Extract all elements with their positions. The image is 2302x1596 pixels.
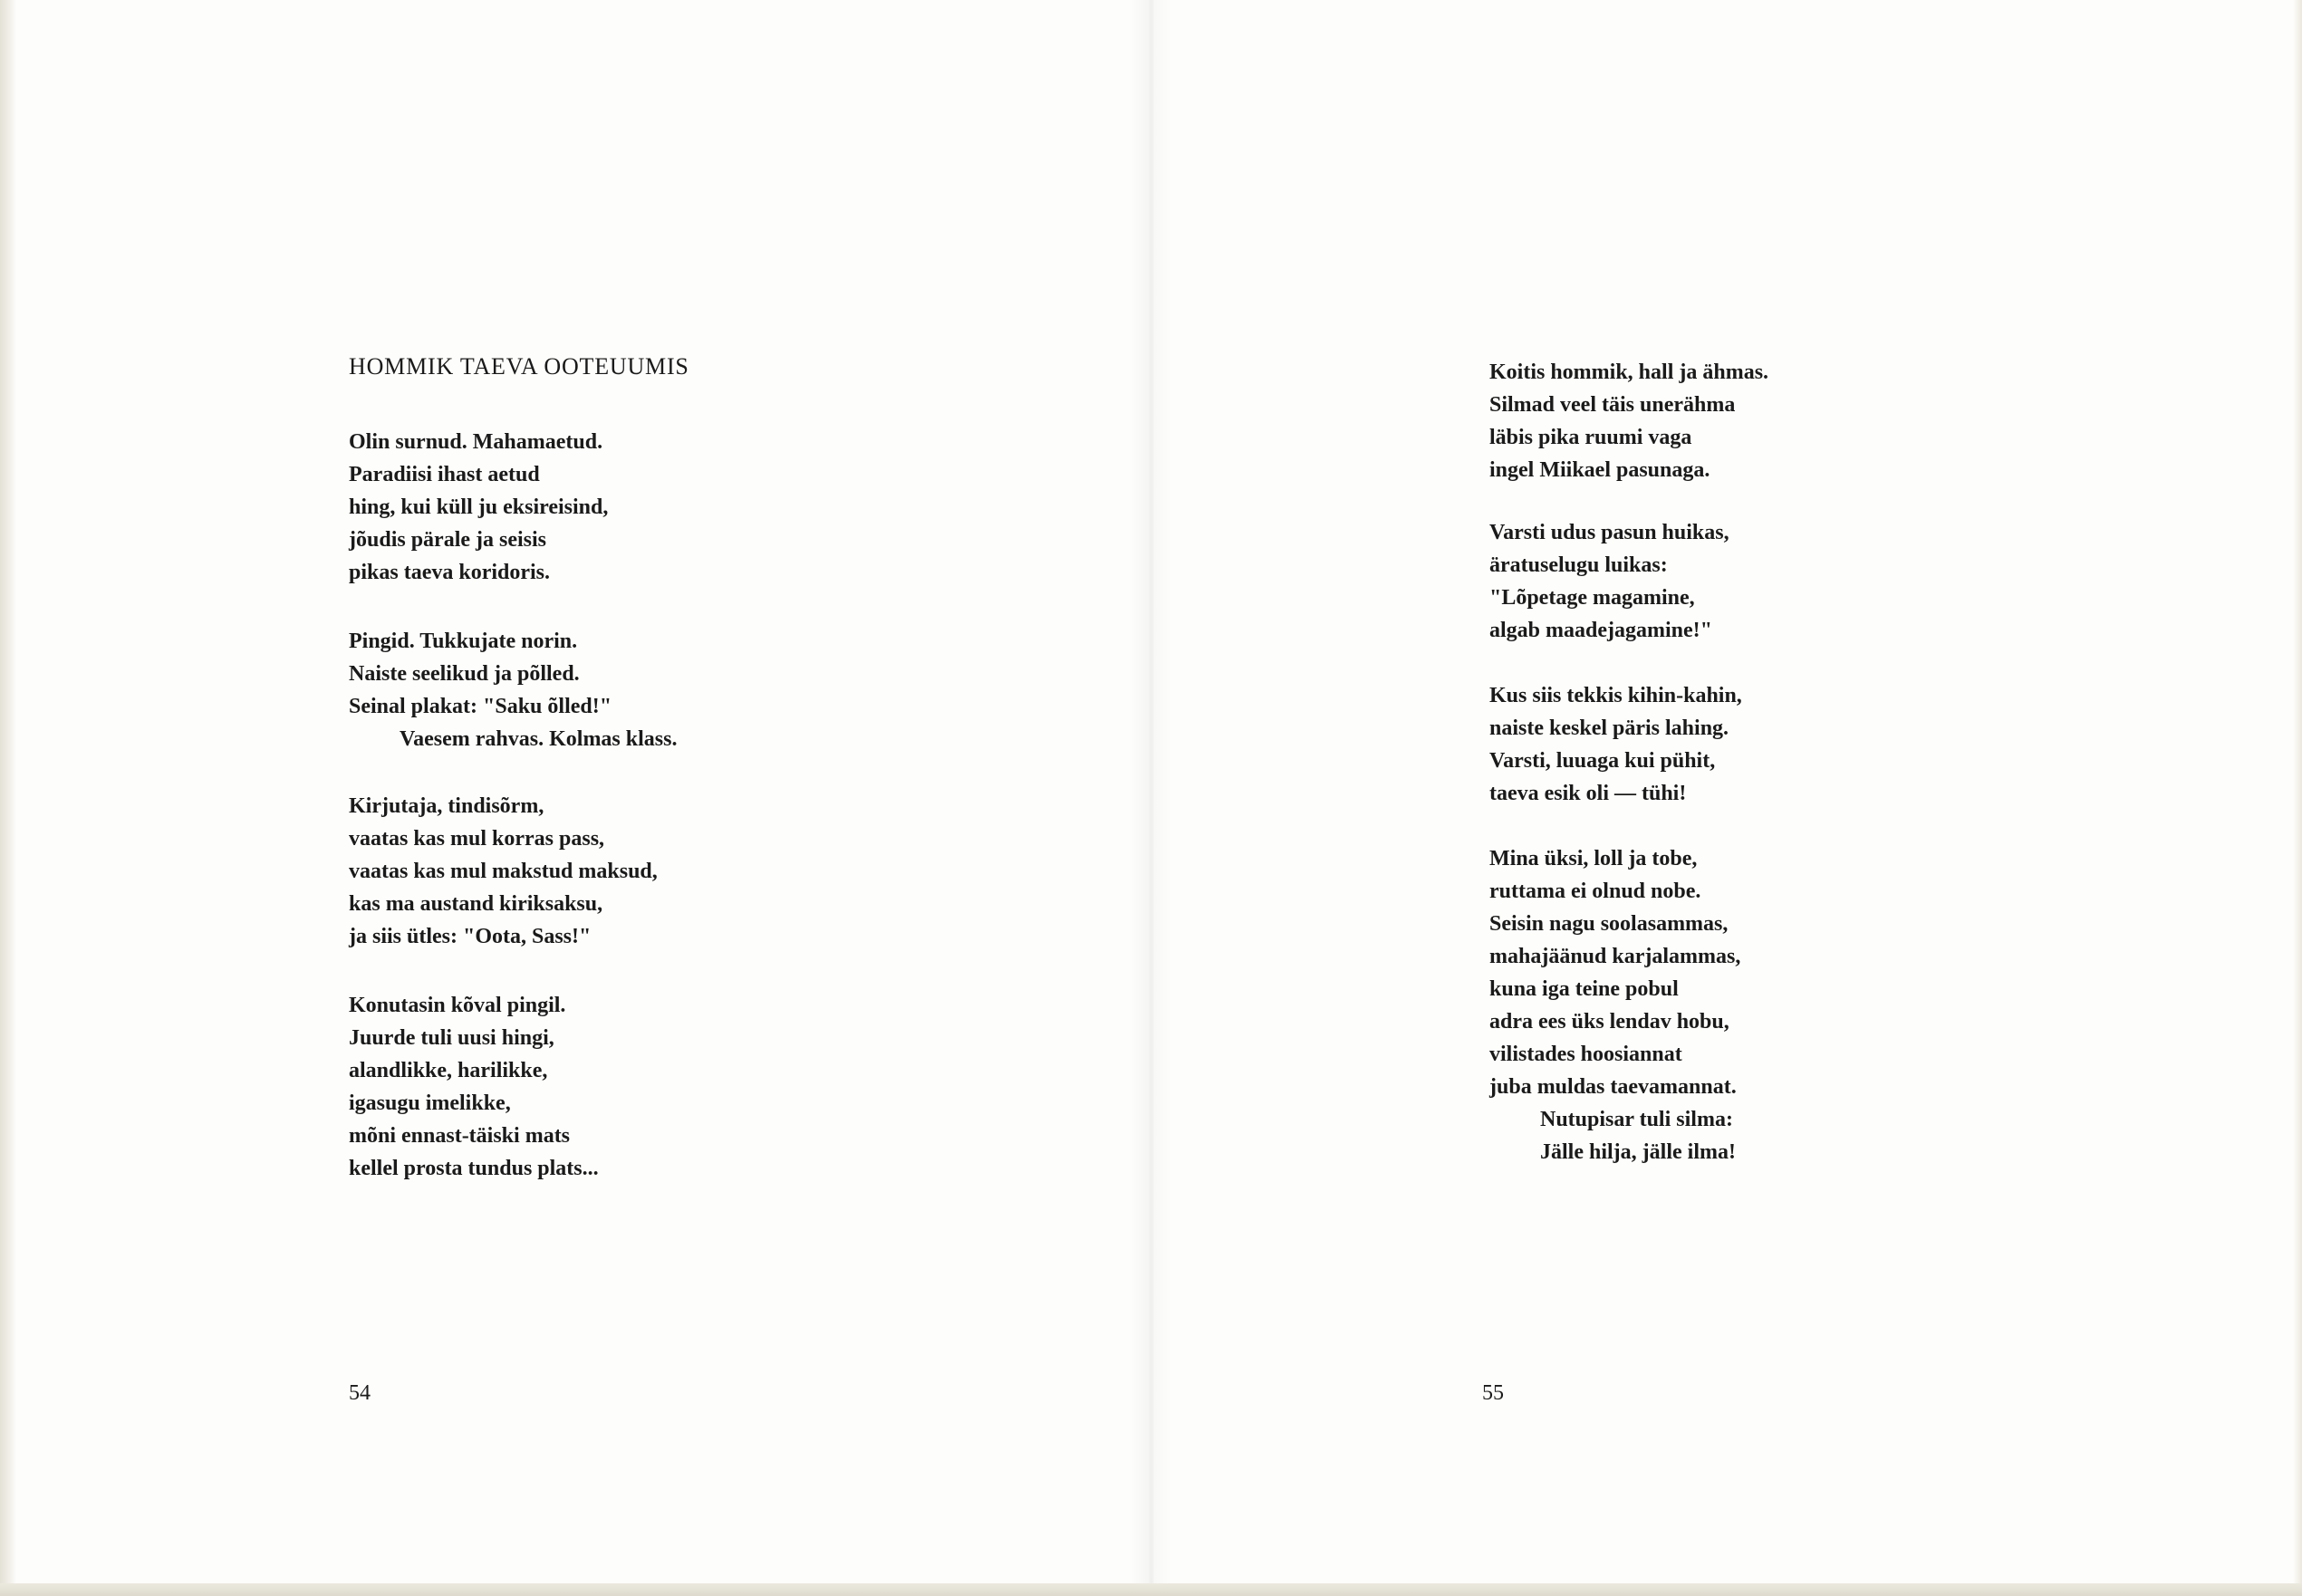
- right-stanza-2: [1489, 516, 1729, 647]
- poem-line: Olin surnud. Mahamaetud.: [349, 430, 603, 454]
- right-stanza-4: [1489, 842, 1740, 1168]
- poem-line: läbis pika ruumi vaga: [1489, 426, 1692, 449]
- poem-line: kas ma austand kiriksaksu,: [349, 892, 603, 916]
- poem-line: jõudis pärale ja seisis: [349, 528, 547, 552]
- poem-line-indented: Jälle hilja, jälle ilma!: [1540, 1140, 1736, 1164]
- poem-line: Seisin nagu soolasammas,: [1489, 912, 1729, 936]
- poem-line: Naiste seelikud ja põlled.: [349, 662, 580, 686]
- poem-line: vaatas kas mul makstud maksud,: [349, 860, 658, 883]
- poem-line: Pingid. Tukkujate norin.: [349, 630, 578, 653]
- left-stanza-3: [349, 790, 658, 953]
- poem-line: mõni ennast-täiski mats: [349, 1124, 571, 1148]
- poem-line: hing, kui küll ju eksireisind,: [349, 495, 609, 519]
- page-number-right: 55: [1482, 1381, 1504, 1405]
- poem-line: igasugu imelikke,: [349, 1091, 511, 1115]
- poem-line: mahajäänud karjalammas,: [1489, 945, 1741, 968]
- poem-line: taeva esik oli — tühi!: [1489, 782, 1687, 805]
- poem-line: Koitis hommik, hall ja ähmas.: [1489, 361, 1769, 384]
- poem-line: ja siis ütles: "Oota, Sass!": [349, 925, 592, 948]
- poem-line: algab maadejagamine!": [1489, 619, 1712, 642]
- left-stanza-4: [349, 989, 599, 1185]
- poem-line: vaatas kas mul korras pass,: [349, 827, 605, 851]
- poem-line: kuna iga teine pobul: [1489, 977, 1679, 1001]
- poem-line-indented: Vaesem rahvas. Kolmas klass.: [400, 727, 678, 751]
- poem-line: juba muldas taevamannat.: [1489, 1075, 1737, 1099]
- poem-line: Varsti udus pasun huikas,: [1489, 521, 1729, 544]
- poem-line: äratuselugu luikas:: [1489, 553, 1668, 577]
- poem-line: Konutasin kõval pingil.: [349, 994, 566, 1017]
- right-paper-edge: [2293, 0, 2302, 1583]
- right-page: [1149, 0, 2302, 1583]
- poem-line: ruttama ei olnud nobe.: [1489, 880, 1701, 903]
- poem-line: adra ees üks lendav hobu,: [1489, 1010, 1729, 1034]
- left-paper-edge: [0, 0, 16, 1583]
- poem-line: kellel prosta tundus plats...: [349, 1157, 599, 1180]
- poem-line: naiste keskel päris lahing.: [1489, 716, 1729, 740]
- bottom-paper-edge: [0, 1583, 2302, 1596]
- left-stanza-2: [349, 625, 677, 755]
- poem-line: ingel Miikael pasunaga.: [1489, 458, 1710, 482]
- poem-line: Mina üksi, loll ja tobe,: [1489, 847, 1698, 870]
- poem-title: HOMMIK TAEVA OOTEUUMIS: [349, 353, 689, 380]
- poem-line-indented: Nutupisar tuli silma:: [1540, 1108, 1733, 1131]
- poem-line: Varsti, luuaga kui pühit,: [1489, 749, 1716, 773]
- page-number-left: 54: [349, 1381, 371, 1405]
- poem-line: vilistades hoosiannat: [1489, 1043, 1682, 1066]
- poem-line: Seinal plakat: "Saku õlled!": [349, 695, 612, 718]
- left-stanza-1: [349, 426, 608, 589]
- poem-line: Kirjutaja, tindisõrm,: [349, 794, 544, 818]
- right-stanza-3: [1489, 679, 1742, 810]
- poem-line: pikas taeva koridoris.: [349, 561, 551, 584]
- poem-line: "Lõpetage magamine,: [1489, 586, 1695, 610]
- poem-line: Juurde tuli uusi hingi,: [349, 1026, 554, 1050]
- poem-line: Paradiisi ihast aetud: [349, 463, 540, 486]
- right-stanza-1: [1489, 356, 1768, 486]
- poem-line: Kus siis tekkis kihin-kahin,: [1489, 684, 1742, 707]
- left-page: [0, 0, 1149, 1583]
- poem-line: alandlikke, harilikke,: [349, 1059, 548, 1082]
- book-gutter: [1131, 0, 1172, 1583]
- poem-line: Silmad veel täis unerähma: [1489, 393, 1736, 417]
